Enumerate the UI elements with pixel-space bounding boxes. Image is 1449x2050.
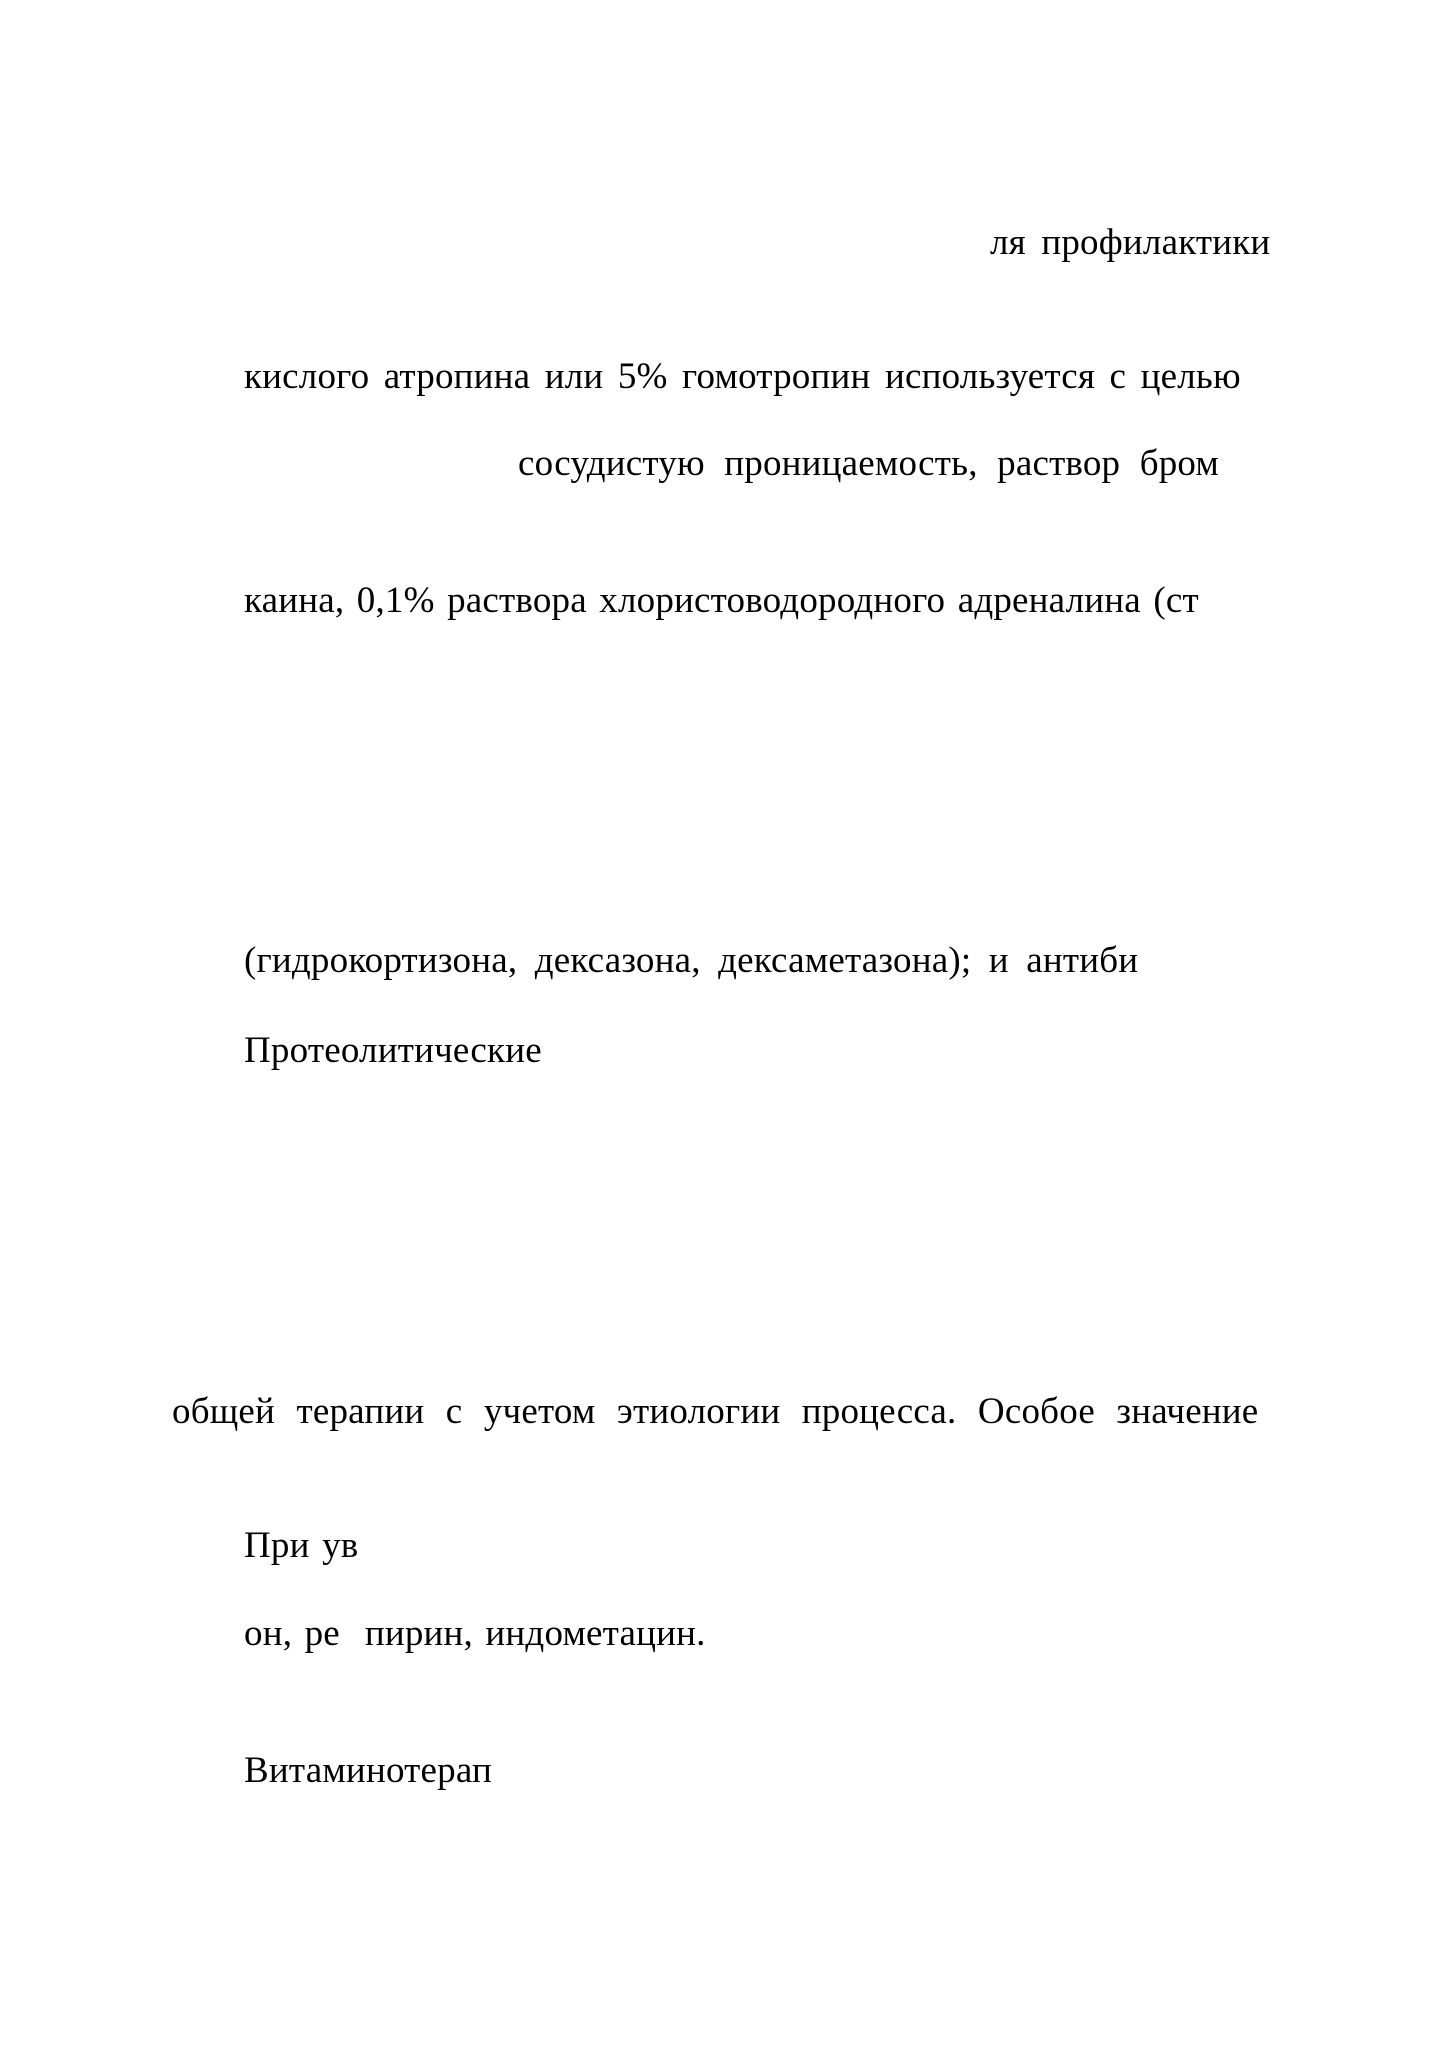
text-line: кислого атропина или 5% гомотропин используется с целью	[244, 356, 1241, 397]
text-line: он, ре пирин, индометацин.	[244, 1613, 706, 1654]
text-line: (гидрокортизона, дексазона, дексаметазона); и антиби	[244, 940, 1139, 981]
text-line: сосудистую проницаемость, раствор бром	[518, 443, 1220, 484]
text-line: Витаминотерап	[244, 1750, 492, 1791]
text-line: общей терапии с учетом этиологии процесса. Особое значение	[172, 1391, 1259, 1432]
text-line: Протеолитические	[244, 1030, 542, 1071]
text-line: каина, 0,1% раствора хлористоводородного адреналина (ст	[244, 580, 1199, 621]
text-line: ля профилактики	[990, 222, 1271, 263]
text-line: При ув	[244, 1525, 359, 1566]
